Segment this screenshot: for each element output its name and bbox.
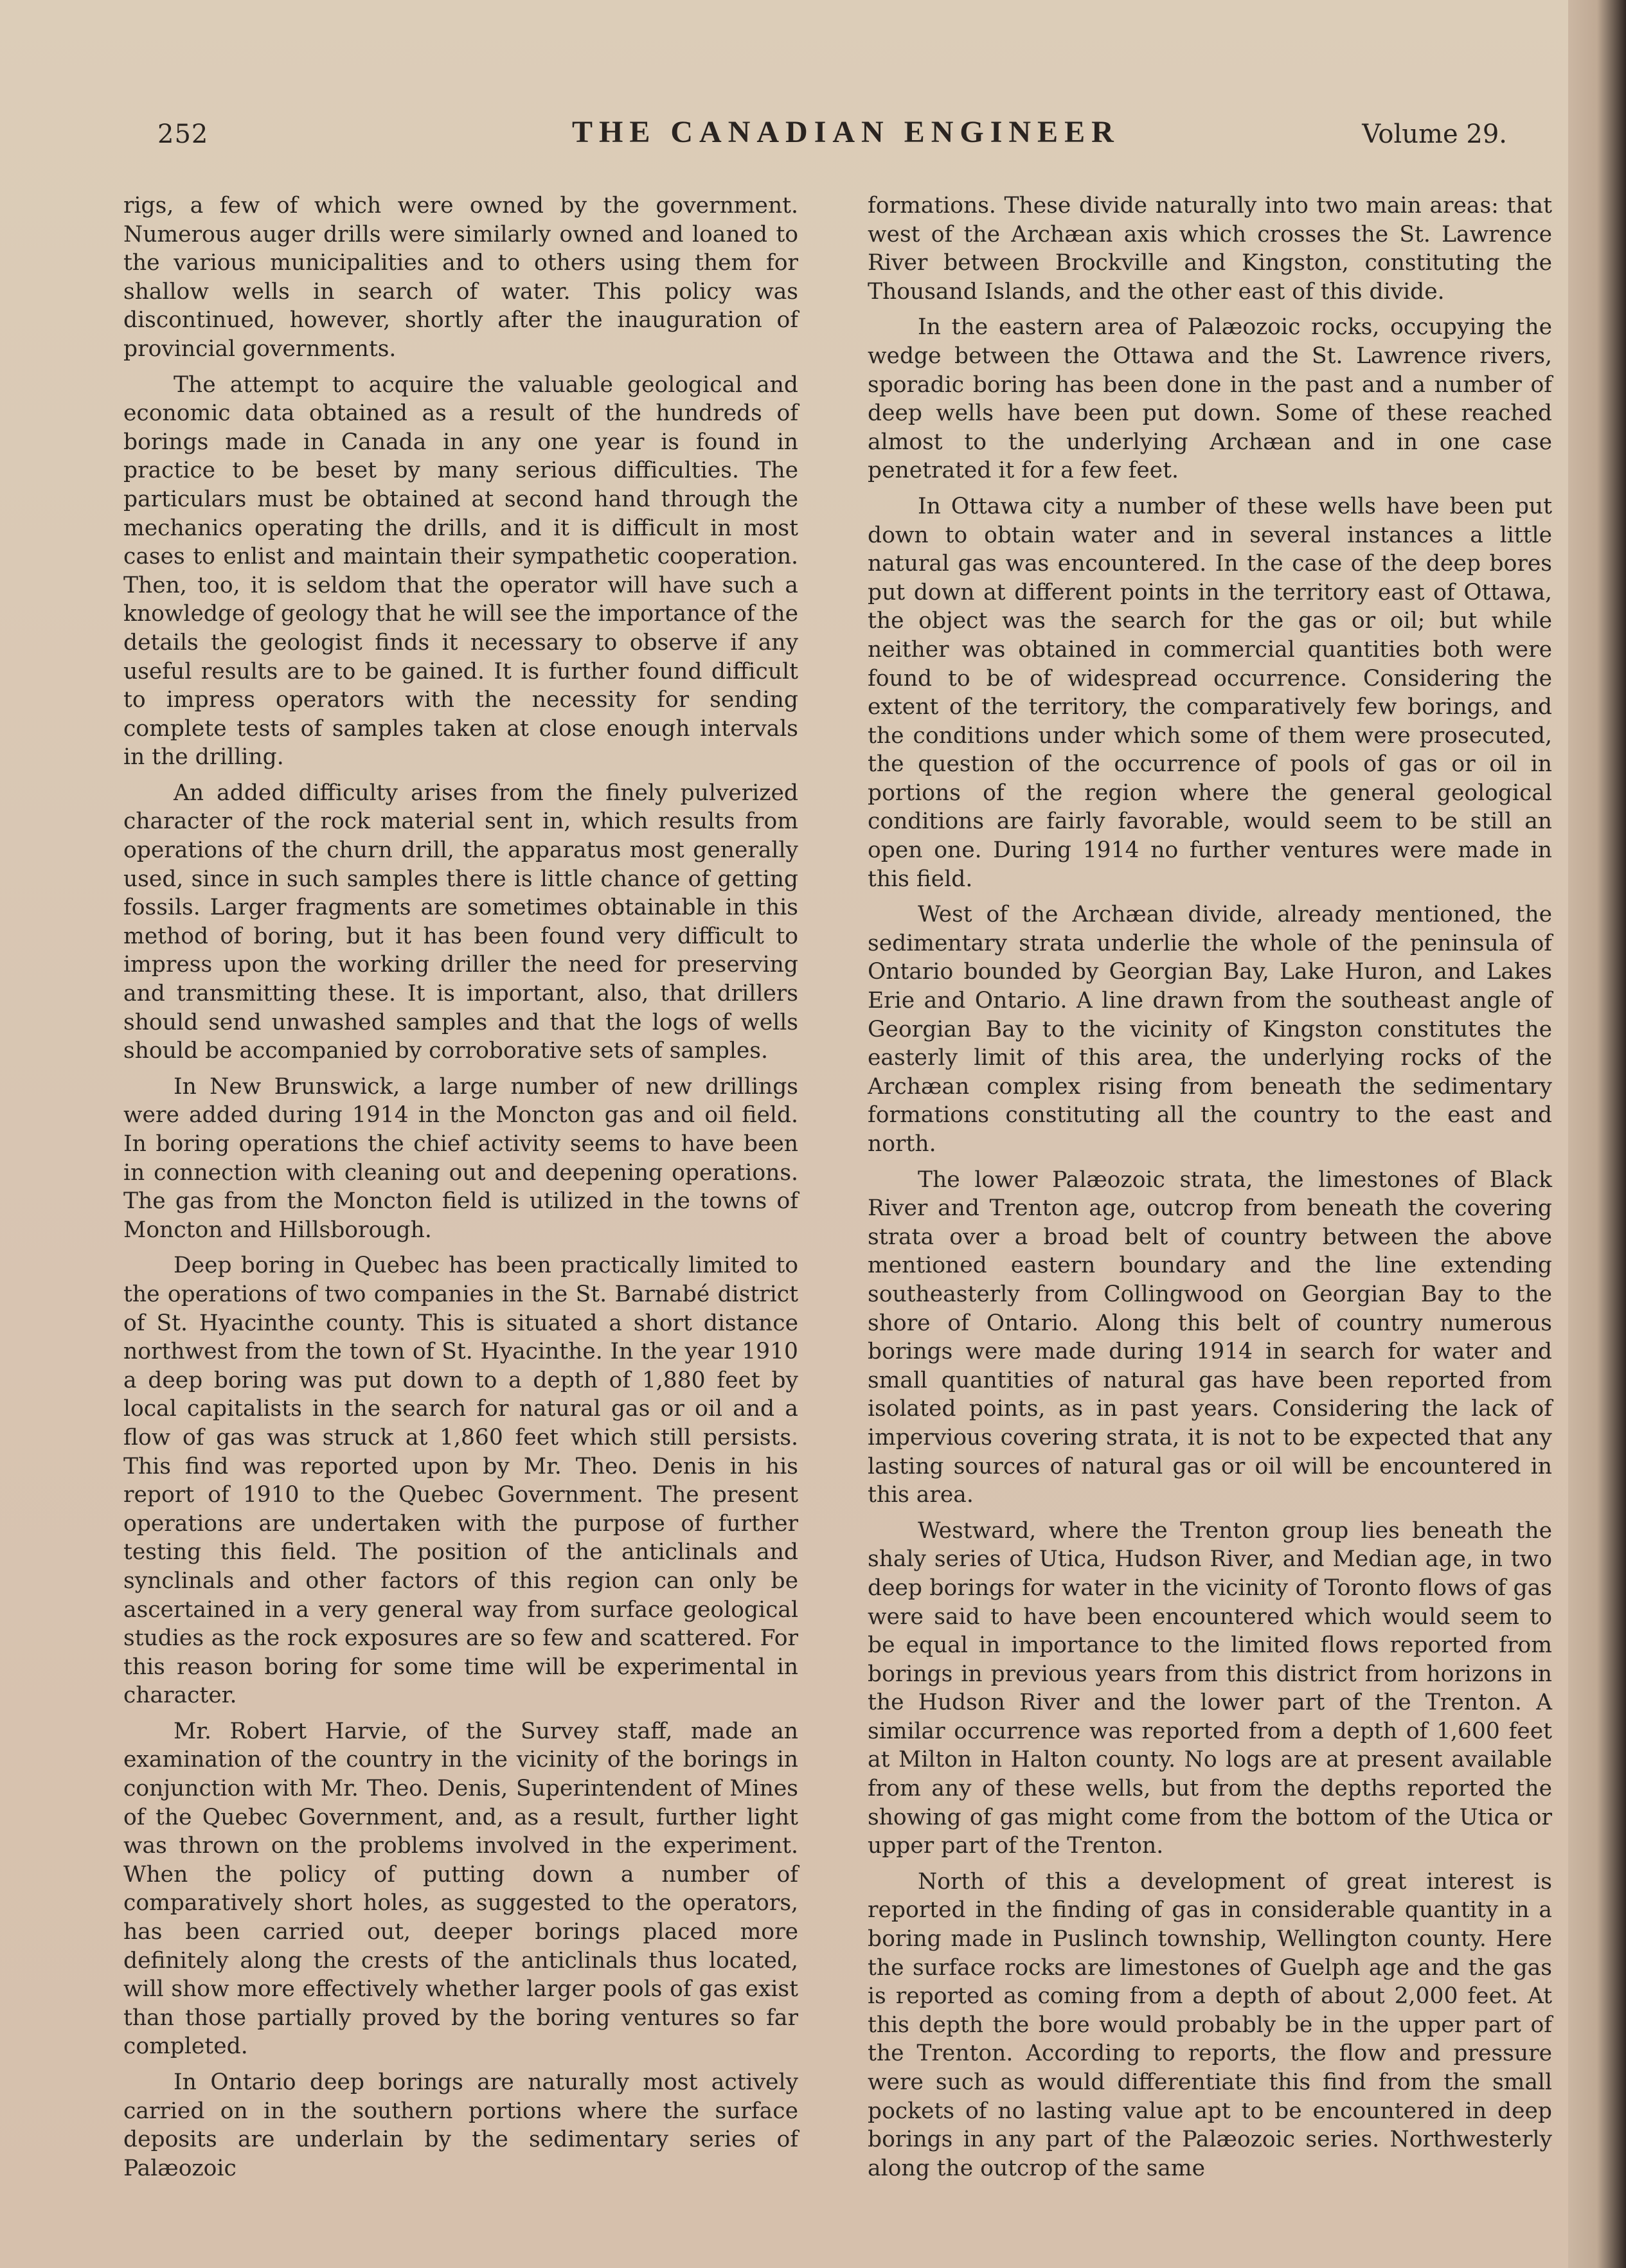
paragraph: rigs, a few of which were owned by the government. Numerous auger drills were similarly owned and loaned to the various municipalities and to others using them for shallow wells in search of water. This policy was discontinued, however, shortly after the inauguration of provincial governments. bbox=[123, 193, 798, 362]
journal-title: THE CANADIAN ENGINEER bbox=[572, 115, 1120, 149]
paragraph: Mr. Robert Harvie, of the Survey staff, made an examination of the country in the vicinity of the borings in conjunction with Mr. Theo. Denis, Superintendent of Mines of the Quebec Government, and, as a result, further light was thrown on the problems involved in the experiment. When the policy of putting down a number of comparatively short holes, as suggested to the operators, has been carried out, deeper borings placed more definitely along the crests of the anticlinals thus located, will show more effectively whether larger pools of gas exist than those partially proved by the boring ventures so far completed. bbox=[123, 1718, 798, 2060]
page-header bbox=[157, 114, 1507, 159]
page-number: 252 bbox=[157, 120, 209, 149]
paragraph: In New Brunswick, a large number of new drillings were added during 1914 in the Moncton gas and oil field. In boring operations the chief activity seems to have been in connection with cleaning out and deepening operations. The gas from the Moncton field is utilized in the towns of Moncton and Hillsborough. bbox=[123, 1073, 798, 1243]
volume-label: Volume 29. bbox=[1362, 120, 1507, 149]
right-column bbox=[868, 192, 1552, 2190]
paragraph: In the eastern area of Palæozoic rocks, occupying the wedge between the Ottawa and the St. Lawrence rivers, sporadic boring has been done in the past and a number of deep wells have been put down. Some of these reached almost to the underlying Archæan and in one case penetrated it for a few feet. bbox=[868, 314, 1552, 484]
paragraph: In Ottawa city a number of these wells have been put down to obtain water and in several instances a little natural gas was encountered. In the case of the deep bores put down at different points in the territory east of Ottawa, the object was the search for the gas or oil; but while neither was obtained in commercial quantities both were found to be of widespread occurrence. Considering the extent of the territory, the comparatively few borings, and the conditions under which some of them were prosecuted, the question of the occurrence of pools of gas or oil in portions of the region where the general geological conditions are fairly favorable, would seem to be still an open one. During 1914 no further ventures were made in this field. bbox=[868, 493, 1552, 892]
paragraph: The attempt to acquire the valuable geological and economic data obtained as a result of the hundreds of borings made in Canada in any one year is found in practice to be beset by many serious difficulties. The particulars must be obtained at second hand through the mechanics operating the drills, and it is difficult in most cases to enlist and maintain their sympathetic cooperation. Then, too, it is seldom that the operator will have such a knowledge of geology that he will see the importance of the details the geologist finds it necessary to observe if any useful results are to be gained. It is further found difficult to impress operators with the necessity for sending complete tests of samples taken at close enough intervals in the drilling. bbox=[123, 371, 798, 771]
left-column bbox=[123, 192, 798, 2190]
paragraph: Westward, where the Trenton group lies beneath the shaly series of Utica, Hudson River, and Median age, in two deep borings for water in the vicinity of Toronto flows of gas were said to have been encountered which would seem to be equal in importance to the limited flows reported from borings in previous years from this district from horizons in the Hudson River and the lower part of the Trenton. A similar occurrence was reported from a depth of 1,600 feet at Milton in Halton county. No logs are at present available from any of these wells, but from the depths reported the showing of gas might come from the bottom of the Utica or upper part of the Trenton. bbox=[868, 1517, 1552, 1859]
paragraph: Deep boring in Quebec has been practically limited to the operations of two companies in the St. Barnabé district of St. Hyacinthe county. This is situated a short distance northwest from the town of St. Hyacinthe. In the year 1910 a deep boring was put down to a depth of 1,880 feet by local capitalists in the search for natural gas or oil and a flow of gas was struck at 1,860 feet which still persists. This find was reported upon by Mr. Theo. Denis in his report of 1910 to the Quebec Government. The present operations are undertaken with the purpose of further testing this field. The position of the anticlinals and synclinals and other factors of this region can only be ascertained in a very general way from surface geological studies as the rock exposures are so few and scattered. For this reason boring for some time will be experimental in character. bbox=[123, 1253, 798, 1709]
paragraph: An added difficulty arises from the finely pulverized character of the rock material sent in, which results from operations of the churn drill, the apparatus most generally used, since in such samples there is little chance of getting fossils. Larger fragments are sometimes obtainable in this method of boring, but it has been found very difficult to impress upon the working driller the need for preserving and transmitting these. It is important, also, that drillers should send unwashed samples and that the logs of wells should be accompanied by corroborative sets of samples. bbox=[123, 780, 798, 1064]
paragraph: In Ontario deep borings are naturally most actively carried on in the southern portions where the surface deposits are underlain by the sedimentary series of Palæozoic bbox=[123, 2069, 798, 2181]
book-spine-shadow bbox=[1568, 0, 1626, 2268]
paragraph: The lower Palæozoic strata, the limestones of Black River and Trenton age, outcrop from beneath the covering strata over a broad belt of country between the above mentioned eastern boundary and the line extending southeasterly from Collingwood on Georgian Bay to the shore of Ontario. Along this belt of country numerous borings were made during 1914 in search for water and small quantities of natural gas have been reported from isolated points, as in past years. Considering the lack of impervious covering strata, it is not to be expected that any lasting sources of natural gas or oil will be encountered in this area. bbox=[868, 1166, 1552, 1508]
paragraph: North of this a development of great interest is reported in the finding of gas in considerable quantity in a boring made in Puslinch township, Wellington county. Here the surface rocks are limestones of Guelph age and the gas is reported as coming from a depth of about 2,000 feet. At this depth the bore would probably be in the upper part of the Trenton. According to reports, the flow and pressure were such as would differentiate this find from the small pockets of no lasting value apt to be encountered in deep borings in any part of the Palæozoic series. Northwesterly along the outcrop of the same bbox=[868, 1868, 1552, 2181]
paragraph: West of the Archæan divide, already mentioned, the sedimentary strata underlie the whole of the peninsula of Ontario bounded by Georgian Bay, Lake Huron, and Lakes Erie and Ontario. A line drawn from the southeast angle of Georgian Bay to the vicinity of Kingston constitutes the easterly limit of this area, the underlying rocks of the Archæan complex rising from beneath the sedimentary formations constituting all the country to the east and north. bbox=[868, 902, 1552, 1157]
paragraph: formations. These divide naturally into two main areas: that west of the Archæan axis which crosses the St. Lawrence River between Brockville and Kingston, constituting the Thousand Islands, and the other east of this divide. bbox=[868, 193, 1552, 305]
